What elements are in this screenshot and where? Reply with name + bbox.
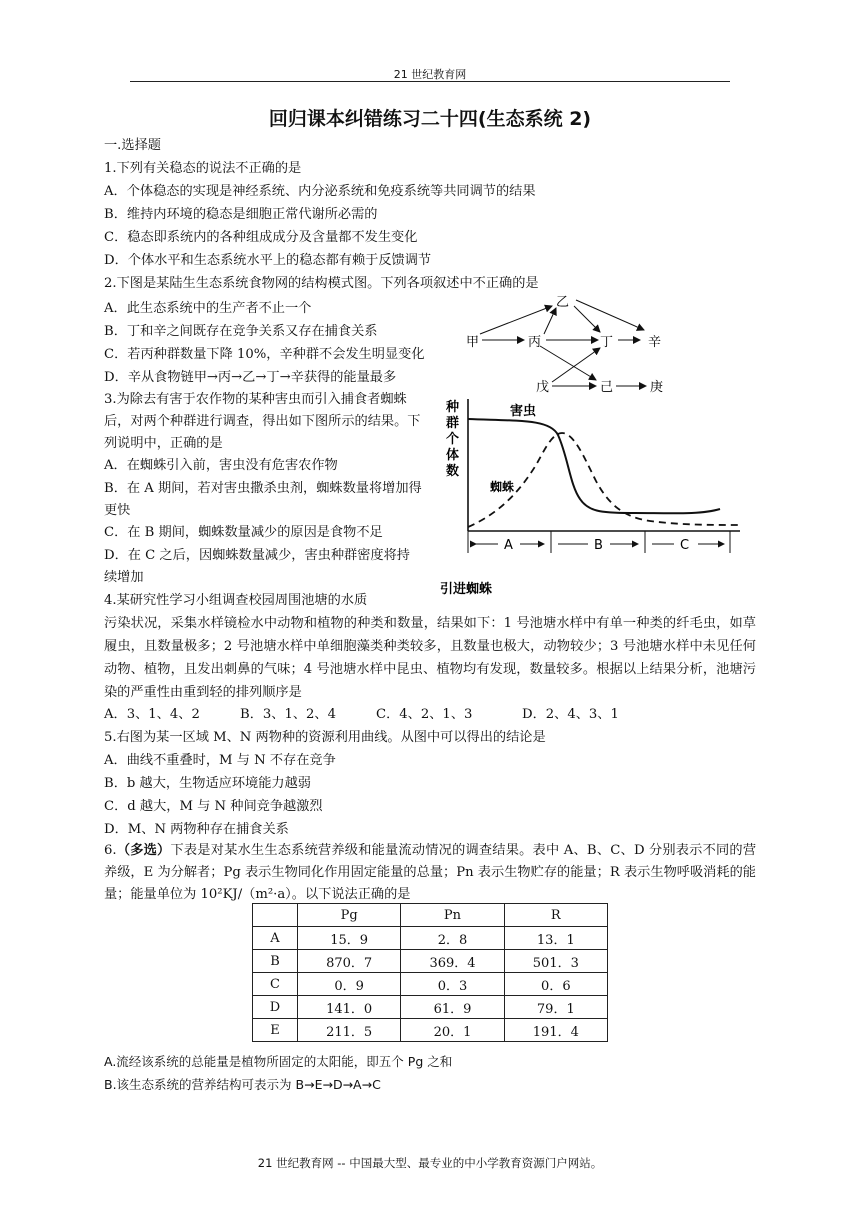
q4-option-b: B．3、1、2、4 [240,707,337,722]
q2-option-a: A．此生态系统中的生产者不止一个 [104,301,312,316]
q1-stem: 1.下列有关稳态的说法不正确的是 [104,161,302,176]
table-cell: 501．3 [504,950,607,973]
table-cell: C [253,973,298,996]
table-header-cell: Pg [298,904,401,927]
q4-stem-body: 污染状况，采集水样镜检水中动物和植物的种类和数量，结果如下：1 号池塘水样中有单一种类的纤毛虫，如草履虫，且数量极多；2 号池塘水样中单细胞藻类种类较多，且数量也极大，动物较少；3 号池塘水样中未见任何动物、植物，且发出刺鼻的气味；4 号池塘水样中昆虫、植物均有发现，数量较多。根据以上结果分析，池塘污染的严重性由重到轻的排列顺序是 [104,616,756,700]
q2-option-b: B．丁和辛之间既存在竞争关系又存在捕食关系 [104,324,378,339]
table-cell: E [253,1019,298,1042]
node-ding: 丁 [600,335,614,350]
q6-stem [104,840,756,906]
table-cell: 13．1 [504,927,607,950]
q6-tag: （多选） [116,843,171,858]
q3-option-b: B．在 A 期间，若对害虫撒杀虫剂，蜘蛛数量将增加得更快 [104,481,422,518]
table-cell: 0．3 [401,973,504,996]
node-jia: 甲 [466,335,480,350]
table-row [253,996,608,1019]
q4-option-a: A．3、1、4、2 [104,707,200,722]
q6-number: 6. [104,843,117,858]
table-header-cell [253,904,298,927]
ylabel-char: 种 [446,400,460,415]
q6-option-b: B.该生态系统的营养结构可表示为 B→E→D→A→C [104,1077,381,1092]
table-cell: 15．9 [298,927,401,950]
chart-ylabel [445,399,460,479]
page-title: 回归课本纠错练习二十四(生态系统 2) [268,108,592,130]
ylabel-char: 群 [446,416,460,431]
table-cell: 369．4 [401,950,504,973]
table-cell: A [253,927,298,950]
q5-stem: 5.右图为某一区域 M、N 两物种的资源利用曲线。从图中可以得出的结论是 [104,730,546,745]
energy-table [252,903,608,1042]
table-cell: 211．5 [298,1019,401,1042]
node-geng: 庚 [650,380,664,395]
table-header-cell: Pn [401,904,504,927]
table-cell: 870．7 [298,950,401,973]
ylabel-char: 个 [446,432,460,447]
x-caption: 引进蜘蛛 [440,582,493,597]
node-xin: 辛 [648,335,662,350]
q2-stem: 2.下图是某陆生生态系统食物网的结构模式图。下列各项叙述中不正确的是 [104,276,539,291]
period-a: A [504,538,513,553]
svg-text:种群个体数 [445,399,460,479]
ylabel-char: 体 [446,448,460,463]
q5-option-a: A．曲线不重叠时，M 与 N 不存在竞争 [104,753,336,768]
period-b: B [594,538,603,553]
food-web-diagram [460,290,720,400]
node-ji: 己 [600,380,614,395]
site-header: 21 世纪教育网 [393,68,467,81]
q6-option-a: A.流经该系统的总能量是植物所固定的太阳能，即五个 Pg 之和 [104,1054,453,1069]
table-cell: 191．4 [504,1019,607,1042]
table-cell: 141．0 [298,996,401,1019]
table-row [253,927,608,950]
q5-option-c: C．d 越大，M 与 N 种间竞争越激烈 [104,799,323,814]
table-row [253,1019,608,1042]
q1-option-b: B．维持内环境的稳态是细胞正常代谢所必需的 [104,207,378,222]
q4-options [104,704,619,726]
q3-stem: 3.为除去有害于农作物的某种害虫而引入捕食者蜘蛛后，对两个种群进行调查，得出如下图所示的结果。下列说明中，正确的是 [104,392,421,451]
header-rule [130,81,730,82]
pest-curve [468,419,720,513]
q4-stem-line1: 4.某研究性学习小组调查校园周围池塘的水质 [104,593,368,608]
pest-label: 害虫 [510,404,537,419]
table-cell: 0．9 [298,973,401,996]
table-cell: 79．1 [504,996,607,1019]
spider-label: 蜘蛛 [490,480,515,494]
table-cell: D [253,996,298,1019]
node-yi: 乙 [556,295,570,310]
table-row [253,950,608,973]
population-chart [440,395,760,600]
node-bing: 丙 [528,335,542,350]
period-c: C [680,538,690,553]
q4-option-c: C．4、2、1、3 [376,707,473,722]
table-cell: 61．9 [401,996,504,1019]
table-cell: 20．1 [401,1019,504,1042]
q3-option-c: C．在 B 期间，蜘蛛数量减少的原因是食物不足 [104,525,383,540]
q1-option-a: A．个体稳态的实现是神经系统、内分泌系统和免疫系统等共同调节的结果 [104,184,536,199]
table-cell: B [253,950,298,973]
table-cell: 2．8 [401,927,504,950]
q6-text: 下表是对某水生生态系统营养级和能量流动情况的调查结果。表中 A、B、C、D 分别表示不同的营养级，E 为分解者；Pg 表示生物同化作用固定能量的总量；Pn 表示生物贮存的能量；R 表示生物呼吸消耗的能量；能量单位为 10²KJ/（m²·a）。以下说法正确的是 [104,843,757,902]
ylabel-char: 数 [446,464,460,479]
table-cell: 0．6 [504,973,607,996]
table-header-cell: R [504,904,607,927]
table-header-row [253,904,608,927]
q3-option-a: A．在蜘蛛引入前，害虫没有危害农作物 [104,458,338,473]
page-footer: 21 世纪教育网 -- 中国最大型、最专业的中小学教育资源门户网站。 [257,1156,603,1170]
q5-option-b: B．b 越大，生物适应环境能力越弱 [104,776,311,791]
section-heading: 一.选择题 [104,138,161,153]
q5-option-d: D．M、N 两物种存在捕食关系 [104,822,289,837]
q1-option-c: C．稳态即系统内的各种组成成分及含量都不发生变化 [104,230,418,245]
node-wu: 戊 [536,380,550,395]
table-row [253,973,608,996]
q1-option-d: D．个体水平和生态系统水平上的稳态都有赖于反馈调节 [104,253,432,268]
q2-option-d: D．辛从食物链甲→丙→乙→丁→辛获得的能量最多 [104,370,397,385]
q4-option-d: D．2、4、3、1 [522,707,619,722]
q3-option-d: D．在 C 之后，因蜘蛛数量减少，害虫种群密度将持续增加 [104,548,410,585]
q2-option-c: C．若丙种群数量下降 10%，辛种群不会发生明显变化 [104,347,425,362]
